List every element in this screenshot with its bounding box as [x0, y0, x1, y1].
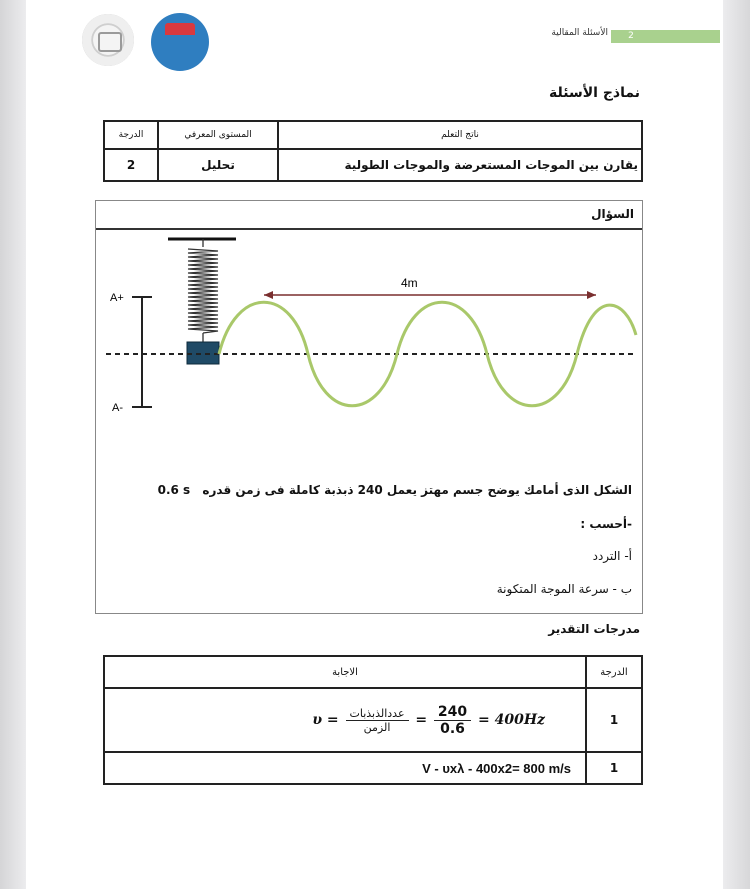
answer-row-1	[104, 688, 586, 752]
eq-result: = 400Hz	[477, 711, 545, 728]
fraction-denominator: الزمن	[363, 720, 391, 734]
value-fraction	[434, 704, 471, 737]
time-value: 0.6 s	[157, 483, 191, 497]
amp-top-label: A+	[110, 292, 124, 304]
answer-row-2-grade: 1	[586, 752, 642, 784]
publisher-logo	[151, 13, 209, 71]
answer-grade-header: الدرجة	[586, 656, 642, 688]
spring-coil	[188, 239, 218, 342]
question-heading: السؤال	[591, 207, 634, 221]
page-title: نماذج الأسئلة	[549, 85, 640, 101]
outcome-header: ناتج التعلم	[278, 121, 642, 149]
answer-table	[103, 655, 643, 785]
word-fraction	[346, 707, 409, 734]
value-denominator: 0.6	[440, 720, 465, 737]
question-text-line	[158, 483, 632, 497]
page-shadow-left	[0, 0, 26, 889]
page-shadow-right	[723, 0, 750, 889]
fraction-numerator: عددالذبذبات	[346, 707, 409, 721]
part-b: ب - سرعة الموجة المتكونة	[496, 582, 632, 596]
answer-header: الاجابة	[104, 656, 586, 688]
answer-row-1-grade: 1	[586, 688, 642, 752]
amp-bottom-label: A-	[112, 402, 123, 414]
level-header: المستوى المعرفي	[158, 121, 278, 149]
outcome-table	[103, 120, 643, 182]
rubric-title: مدرجات التقدير	[548, 622, 640, 636]
grade-value: 2	[104, 149, 158, 181]
section-label: الأسئلة المقالية	[551, 28, 608, 38]
part-a: أ- التردد	[592, 549, 632, 563]
book-icon	[165, 23, 195, 35]
question-box	[95, 200, 643, 614]
answer-row-2: V - υxλ - 400x2= 800 m/s	[104, 752, 586, 784]
distance-label: 4m	[401, 276, 418, 290]
wave-diagram	[96, 229, 642, 419]
question-text: الشكل الذى أمامك يوضح جسم مهتز يعمل 240 ذبذبة كاملة فى زمن قدره	[202, 483, 632, 497]
question-header	[96, 201, 642, 230]
calc-instruction: -أحسب :	[580, 517, 632, 531]
eq-lhs: υ =	[312, 711, 339, 728]
arrow-head-left	[264, 291, 273, 299]
seal-emblem	[98, 32, 122, 52]
arrow-head-right	[587, 291, 596, 299]
level-value: تحليل	[158, 149, 278, 181]
value-numerator: 240	[434, 704, 471, 721]
university-seal-logo	[82, 14, 134, 66]
eq-sign: =	[415, 711, 428, 728]
outcome-value: يقارن بين الموجات المستعرضة والموجات الطولية	[278, 149, 642, 181]
grade-header: الدرجة	[104, 121, 158, 149]
page-number: 2	[611, 30, 651, 43]
